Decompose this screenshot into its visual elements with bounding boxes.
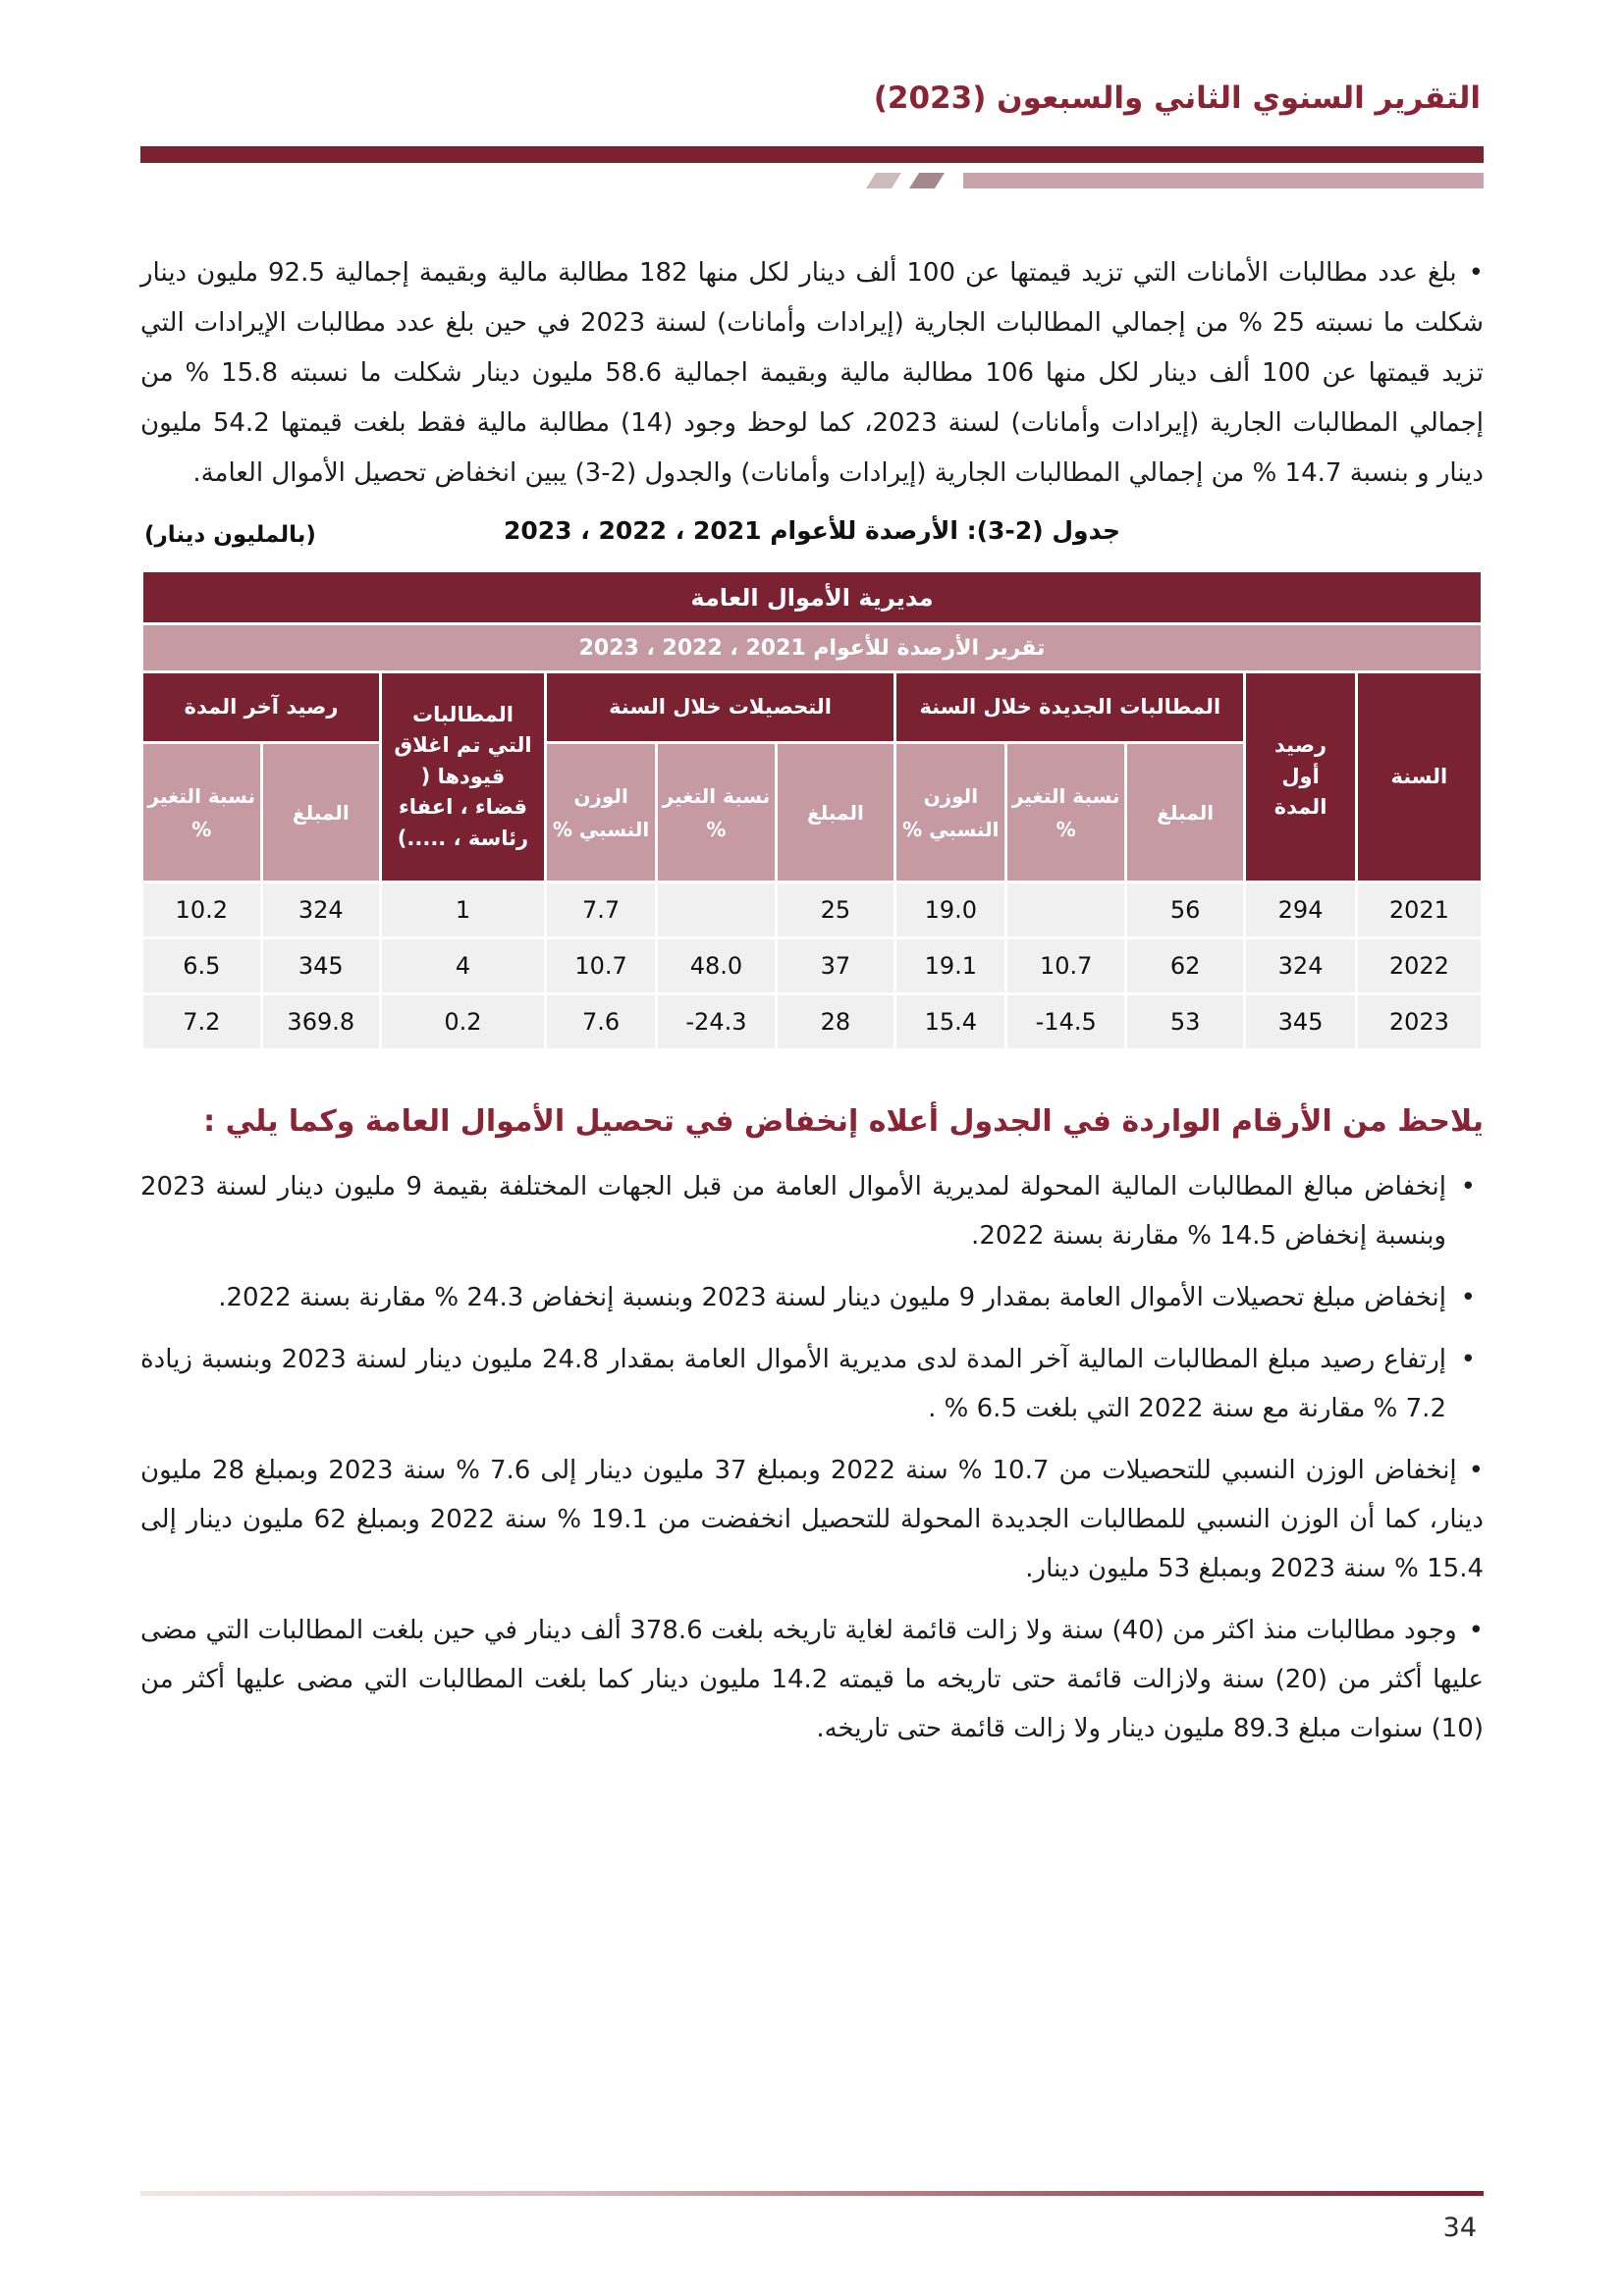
- subcol-new-change: نسبة التغير %: [1006, 743, 1125, 882]
- subcol-new-weight: الوزن النسبي %: [895, 743, 1006, 882]
- subcol-close-change: نسبة التغير %: [142, 743, 262, 882]
- header-rule-pink: [963, 173, 1484, 188]
- list-item-text: إرتفاع رصيد مبلغ المطالبات المالية آخر المدة لدى مديرية الأموال العامة بمقدار 24.8 مليون دينار لسنة 2023 وبنسبة زيادة 7.2 % مقارنة مع سنة 2022 التي بلغت 6.5 % .: [140, 1345, 1446, 1423]
- table-row: [142, 938, 1483, 994]
- closing-balance-change-cell: 10.2: [142, 882, 262, 938]
- table-subtitle: تقرير الأرصدة للأعوام 2021 ، 2022 ، 2023: [142, 624, 1483, 672]
- observations-heading: يلاحظ من الأرقام الواردة في الجدول أعلاه إنخفاض في تحصيل الأموال العامة وكما يلي :: [203, 1104, 1484, 1139]
- new-claims-change-cell: [1006, 882, 1125, 938]
- colgroup-new-claims: المطالبات الجديدة خلال السنة: [895, 672, 1245, 743]
- closing-balance-change-cell: 7.2: [142, 994, 262, 1050]
- observations-list: [140, 1162, 1484, 1753]
- bullet-icon: •: [1468, 1616, 1484, 1645]
- bullet-icon: •: [1468, 1456, 1484, 1485]
- new-claims-weight-cell: 19.0: [895, 882, 1006, 938]
- new-claims-weight-cell: 19.1: [895, 938, 1006, 994]
- col-year: السنة: [1356, 672, 1482, 882]
- year-cell: 2021: [1356, 882, 1482, 938]
- page-number: 34: [1442, 2213, 1477, 2243]
- new-claims-change-cell: 10.7: [1006, 938, 1125, 994]
- collections-change-cell: [657, 882, 776, 938]
- closing-balance-change-cell: 6.5: [142, 938, 262, 994]
- page-title: التقرير السنوي الثاني والسبعون (2023): [873, 80, 1481, 116]
- list-item: [140, 1446, 1484, 1593]
- closing-balance-amount-cell: 369.8: [261, 994, 380, 1050]
- new-claims-amount-cell: 56: [1125, 882, 1244, 938]
- list-item: [140, 1335, 1484, 1433]
- new-claims-change-cell: -14.5: [1006, 994, 1125, 1050]
- list-item: [140, 1606, 1484, 1753]
- subcol-coll-weight: الوزن النسبي %: [545, 743, 656, 882]
- opening-balance-cell: 345: [1245, 994, 1356, 1050]
- col-opening-balance: رصيد أول المدة: [1245, 672, 1356, 882]
- year-cell: 2023: [1356, 994, 1482, 1050]
- list-item-text: إنخفاض الوزن النسبي للتحصيلات من 10.7 % سنة 2022 وبمبلغ 37 مليون دينار إلى 7.6 % سنة 2023 وبمبلغ 28 مليون دينار، كما أن الوزن النسبي للمطالبات الجديدة المحولة للتحصيل انخفضت من 19.1 % سنة 2022 وبمبلغ 62 مليون دينار إلى 15.4 % سنة 2023 وبمبلغ 53 مليون دينار.: [140, 1456, 1484, 1583]
- colgroup-collections: التحصيلات خلال السنة: [545, 672, 894, 743]
- closed-claims-cell: 1: [381, 882, 546, 938]
- collections-weight-cell: 10.7: [545, 938, 656, 994]
- table-group-header-row: [142, 672, 1483, 743]
- balances-table: [140, 569, 1484, 1051]
- bullet-icon: •: [1460, 1283, 1476, 1312]
- closed-claims-cell: 4: [381, 938, 546, 994]
- new-claims-amount-cell: 62: [1125, 938, 1244, 994]
- intro-text: بلغ عدد مطالبات الأمانات التي تزيد قيمتها عن 100 ألف دينار لكل منها 182 مطالبة مالية وبقيمة إجمالية 92.5 مليون دينار شكلت ما نسبته 25 % من إجمالي المطالبات الجارية (إيرادات وأمانات) لسنة 2023 في حين بلغ عدد مطالبات الإيرادات التي تزيد قيمتها عن 100 ألف دينار لكل منها 106 مطالبة مالية وبقيمة اجمالية 58.6 مليون دينار شكلت ما نسبته 15.8 % من إجمالي المطالبات الجارية (إيرادات وأمانات) لسنة 2023، كما لوحظ وجود (14) مطالبة مالية فقط بلغت قيمتها 54.2 مليون دينار و بنسبة 14.7 % من إجمالي المطالبات الجارية (إيرادات وأمانات) والجدول (2-3) يبين انخفاض تحصيل الأموال العامة.: [140, 258, 1485, 488]
- closed-claims-cell: 0.2: [381, 994, 546, 1050]
- table-subtitle-row: [142, 624, 1483, 672]
- collections-weight-cell: 7.6: [545, 994, 656, 1050]
- table-unit-label: (بالمليون دينار): [144, 522, 316, 548]
- collections-amount-cell: 25: [776, 882, 894, 938]
- colgroup-closing-balance: رصيد آخر المدة: [142, 672, 381, 743]
- table-caption: جدول (2-3): الأرصدة للأعوام 2021 ، 2022 ، 2023: [503, 516, 1121, 545]
- subcol-coll-change: نسبة التغير %: [657, 743, 776, 882]
- table-row: [142, 882, 1483, 938]
- collections-change-cell: -24.3: [657, 994, 776, 1050]
- opening-balance-cell: 324: [1245, 938, 1356, 994]
- header-rule-dark: [140, 146, 1484, 163]
- new-claims-weight-cell: 15.4: [895, 994, 1006, 1050]
- col-closed-claims: المطالبات التي تم اغلاق قيودها ( قضاء ، اعفاء رئاسة ، .....): [381, 672, 546, 882]
- opening-balance-cell: 294: [1245, 882, 1356, 938]
- collections-amount-cell: 28: [776, 994, 894, 1050]
- collections-weight-cell: 7.7: [545, 882, 656, 938]
- collections-amount-cell: 37: [776, 938, 894, 994]
- new-claims-amount-cell: 53: [1125, 994, 1244, 1050]
- closing-balance-amount-cell: 324: [261, 882, 380, 938]
- list-item-text: إنخفاض مبالغ المطالبات المالية المحولة لمديرية الأموال العامة من قبل الجهات المختلفة بقيمة 9 مليون دينار لسنة 2023 وبنسبة إنخفاض 14.5 % مقارنة بسنة 2022.: [140, 1172, 1446, 1251]
- year-cell: 2022: [1356, 938, 1482, 994]
- subcol-close-amount: المبلغ: [261, 743, 380, 882]
- bullet-icon: •: [1460, 1345, 1476, 1374]
- collections-change-cell: 48.0: [657, 938, 776, 994]
- table-title-row: [142, 571, 1483, 624]
- table-row: [142, 994, 1483, 1050]
- list-item: [140, 1273, 1484, 1322]
- closing-balance-amount-cell: 345: [261, 938, 380, 994]
- list-item: [140, 1162, 1484, 1260]
- intro-paragraph: [140, 248, 1484, 499]
- bullet-icon: •: [1460, 1172, 1476, 1201]
- table-title: مديرية الأموال العامة: [142, 571, 1483, 624]
- subcol-coll-amount: المبلغ: [776, 743, 894, 882]
- list-item-text: وجود مطالبات منذ اكثر من (40) سنة ولا زالت قائمة لغاية تاريخه بلغت 378.6 ألف دينار في حين بلغت المطالبات التي مضى عليها أكثر من (20) سنة ولازالت قائمة حتى تاريخه ما قيمته 14.2 مليون دينار كما بلغت المطالبات التي مضى عليها أكثر من (10) سنوات مبلغ 89.3 مليون دينار ولا زالت قائمة حتى تاريخه.: [140, 1616, 1484, 1743]
- bullet-icon: •: [1468, 258, 1484, 288]
- list-item-text: إنخفاض مبلغ تحصيلات الأموال العامة بمقدار 9 مليون دينار لسنة 2023 وبنسبة إنخفاض 24.3 % مقارنة بسنة 2022.: [218, 1283, 1446, 1312]
- table-caption-row: [140, 516, 1484, 560]
- footer-rule: [140, 2191, 1484, 2196]
- subcol-new-amount: المبلغ: [1125, 743, 1244, 882]
